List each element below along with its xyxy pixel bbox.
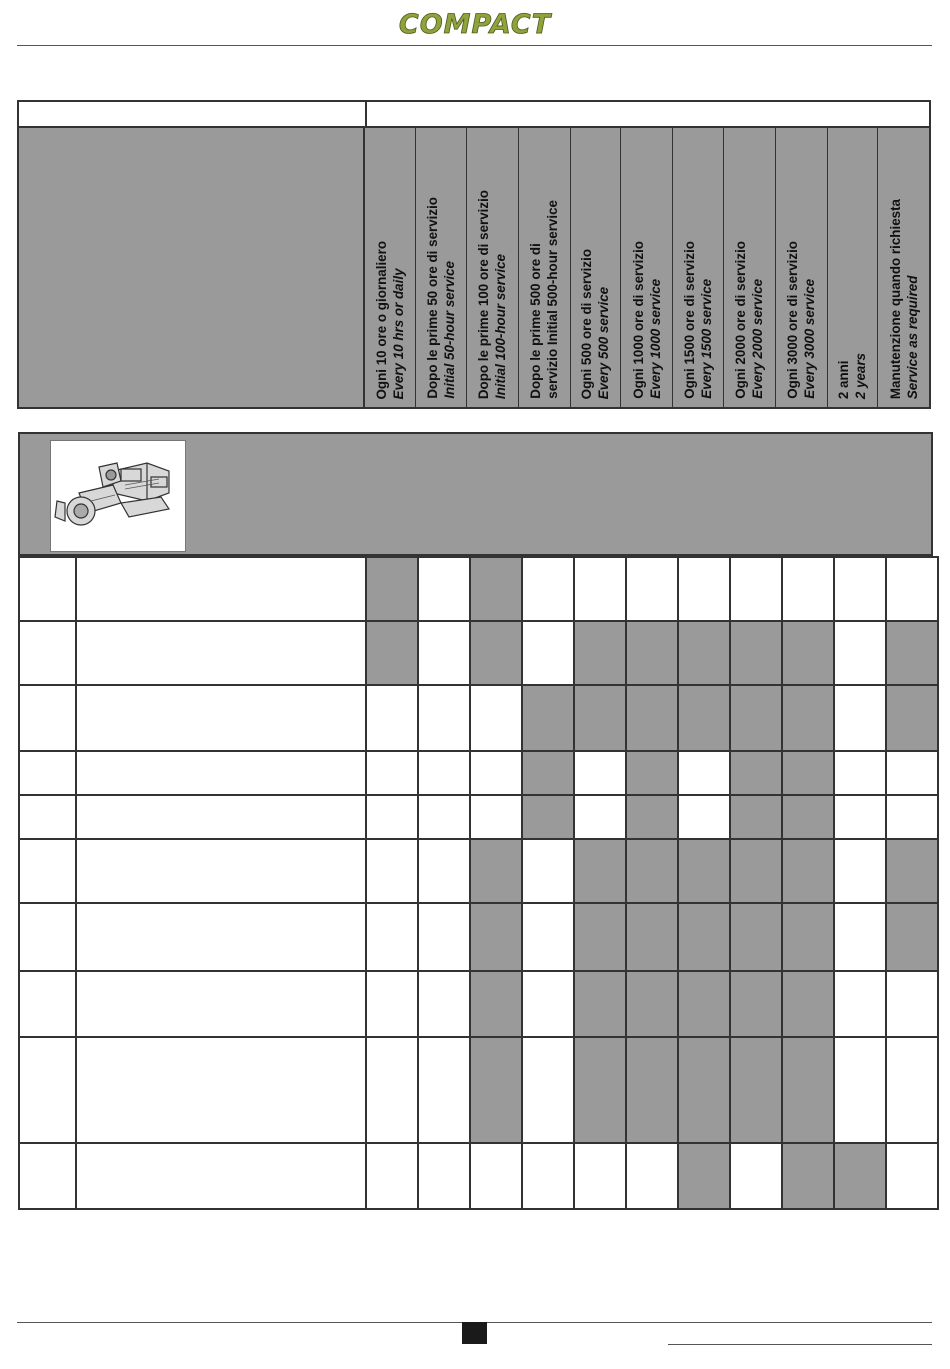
interval-label-it: Dopo le prime 100 ore di servizio [476,189,492,399]
interval-mark-cell [886,621,938,685]
interval-empty-cell [834,903,886,971]
interval-mark-cell [626,751,678,795]
interval-empty-cell [834,795,886,839]
interval-mark-cell [730,751,782,795]
header-left-cell [19,128,365,407]
table-row [19,903,938,971]
interval-mark-cell [574,971,626,1037]
interval-mark-cell [470,621,522,685]
interval-label-it: Ogni 3000 ore di servizio [785,241,801,399]
interval-mark-cell [678,621,730,685]
interval-column-8 [724,128,776,407]
interval-mark-cell [470,839,522,903]
interval-mark-cell [782,1143,834,1209]
interval-mark-cell [782,839,834,903]
interval-mark-cell [470,903,522,971]
interval-mark-cell [522,795,574,839]
interval-empty-cell [522,903,574,971]
interval-empty-cell [574,751,626,795]
interval-empty-cell [418,1143,470,1209]
interval-empty-cell [574,557,626,621]
interval-empty-cell [470,685,522,751]
page-marker [462,1322,487,1344]
interval-empty-cell [418,751,470,795]
interval-mark-cell [574,839,626,903]
interval-empty-cell [418,971,470,1037]
interval-column-7 [673,128,724,407]
interval-label-it: Ogni 2000 ore di servizio [733,241,749,399]
interval-mark-cell [678,971,730,1037]
interval-mark-cell [574,903,626,971]
interval-mark-cell [886,903,938,971]
row-description-cell [76,557,366,621]
interval-label-en: Initial 50-hour service [442,261,458,399]
interval-mark-cell [574,621,626,685]
interval-mark-cell [730,685,782,751]
row-description-cell [76,685,366,751]
interval-empty-cell [626,557,678,621]
interval-label-en: Service as required [904,275,920,399]
table-row [19,795,938,839]
interval-empty-cell [886,751,938,795]
interval-mark-cell [366,557,418,621]
interval-header [17,128,931,409]
interval-mark-cell [782,685,834,751]
interval-column-10 [828,128,879,407]
interval-column-5 [571,128,622,407]
interval-empty-cell [418,903,470,971]
interval-empty-cell [418,1037,470,1143]
interval-empty-cell [834,751,886,795]
interval-label-it: Ogni 1500 ore di servizio [682,241,698,399]
interval-empty-cell [470,751,522,795]
interval-empty-cell [522,621,574,685]
interval-empty-cell [678,795,730,839]
interval-empty-cell [678,751,730,795]
interval-mark-cell [470,971,522,1037]
interval-empty-cell [418,795,470,839]
interval-empty-cell [574,795,626,839]
interval-mark-cell [886,839,938,903]
interval-mark-cell [470,557,522,621]
header-top-row [17,100,931,128]
interval-label-en: Every 10 hrs or daily [391,267,407,399]
interval-empty-cell [418,557,470,621]
interval-mark-cell [730,903,782,971]
interval-mark-cell [522,751,574,795]
interval-empty-cell [886,557,938,621]
table-row [19,971,938,1037]
interval-mark-cell [678,1037,730,1143]
interval-mark-cell [626,1037,678,1143]
row-number-cell [19,557,76,621]
interval-empty-cell [366,685,418,751]
interval-mark-cell [730,621,782,685]
interval-label-en: Every 1000 service [647,279,663,399]
interval-label-en: Every 500 service [596,286,612,399]
interval-empty-cell [834,971,886,1037]
interval-empty-cell [366,971,418,1037]
interval-label-en: Every 2000 service [750,279,766,399]
interval-empty-cell [574,1143,626,1209]
table-row [19,839,938,903]
interval-empty-cell [730,1143,782,1209]
interval-column-6 [621,128,673,407]
interval-label-it: Manutenzione quando richiesta [887,198,903,399]
interval-mark-cell [834,1143,886,1209]
interval-mark-cell [678,839,730,903]
interval-mark-cell [626,839,678,903]
row-number-cell [19,971,76,1037]
interval-label-it: Ogni 1000 ore di servizio [630,241,646,399]
interval-mark-cell [626,971,678,1037]
interval-mark-cell [574,685,626,751]
footer-right-rule [668,1344,932,1345]
interval-mark-cell [782,903,834,971]
interval-empty-cell [626,1143,678,1209]
interval-empty-cell [834,685,886,751]
svg-text:COMPACT: COMPACT [398,9,552,40]
row-description-cell [76,1143,366,1209]
interval-empty-cell [886,1143,938,1209]
interval-empty-cell [678,557,730,621]
interval-label-en: Every 1500 service [699,279,715,399]
interval-empty-cell [834,621,886,685]
interval-empty-cell [834,557,886,621]
table-row [19,1037,938,1143]
interval-mark-cell [782,621,834,685]
interval-empty-cell [418,839,470,903]
interval-empty-cell [366,903,418,971]
interval-empty-cell [366,1143,418,1209]
interval-empty-cell [418,621,470,685]
row-description-cell [76,839,366,903]
interval-mark-cell [782,751,834,795]
table-row [19,1143,938,1209]
table-row [19,685,938,751]
interval-label-en: servizio Initial 500-hour service [545,200,561,399]
interval-mark-cell [626,795,678,839]
row-description-cell [76,1037,366,1143]
row-number-cell [19,903,76,971]
component-band [18,432,933,556]
interval-empty-cell [522,971,574,1037]
interval-mark-cell [626,685,678,751]
compact-logo [375,6,575,42]
row-description-cell [76,971,366,1037]
interval-empty-cell [366,795,418,839]
interval-mark-cell [730,971,782,1037]
row-description-cell [76,621,366,685]
header-rule [17,45,932,46]
row-number-cell [19,1037,76,1143]
interval-empty-cell [886,971,938,1037]
interval-empty-cell [522,557,574,621]
interval-mark-cell [678,685,730,751]
row-number-cell [19,1143,76,1209]
interval-mark-cell [730,839,782,903]
interval-mark-cell [782,795,834,839]
interval-column-11 [878,128,929,407]
interval-empty-cell [834,839,886,903]
interval-column-3 [467,128,519,407]
row-description-cell [76,795,366,839]
interval-empty-cell [730,557,782,621]
interval-empty-cell [522,839,574,903]
interval-label-it: Ogni 10 ore o giornaliero [374,240,390,399]
interval-column-2 [416,128,467,407]
interval-empty-cell [522,1143,574,1209]
interval-mark-cell [626,903,678,971]
interval-column-1 [365,128,416,407]
maintenance-grid [18,556,939,1210]
row-number-cell [19,685,76,751]
interval-empty-cell [522,1037,574,1143]
interval-label-en: Initial 100-hour service [493,253,509,399]
row-number-cell [19,621,76,685]
interval-mark-cell [366,621,418,685]
interval-empty-cell [470,1143,522,1209]
gearbox-assembly-icon [50,440,186,552]
interval-empty-cell [886,795,938,839]
interval-empty-cell [782,557,834,621]
interval-empty-cell [834,1037,886,1143]
table-row [19,751,938,795]
interval-mark-cell [574,1037,626,1143]
interval-empty-cell [366,751,418,795]
interval-mark-cell [730,1037,782,1143]
interval-empty-cell [418,685,470,751]
interval-empty-cell [470,795,522,839]
row-number-cell [19,839,76,903]
interval-mark-cell [678,903,730,971]
interval-column-4 [519,128,571,407]
row-number-cell [19,795,76,839]
table-row [19,557,938,621]
interval-label-it: 2 anni [836,360,852,399]
interval-mark-cell [470,1037,522,1143]
interval-mark-cell [678,1143,730,1209]
interval-column-9 [776,128,828,407]
interval-label-en: Every 3000 service [802,279,818,399]
interval-label-en: 2 years [853,352,869,399]
interval-mark-cell [730,795,782,839]
table-row [19,621,938,685]
interval-label-it: Dopo le prime 50 ore di servizio [425,197,441,399]
interval-mark-cell [522,685,574,751]
interval-mark-cell [886,685,938,751]
interval-mark-cell [782,971,834,1037]
row-description-cell [76,751,366,795]
interval-label-it: Dopo le prime 500 ore di [528,243,544,399]
interval-label-it: Ogni 500 ore di servizio [579,248,595,399]
interval-mark-cell [782,1037,834,1143]
interval-empty-cell [886,1037,938,1143]
interval-empty-cell [366,839,418,903]
interval-mark-cell [626,621,678,685]
interval-empty-cell [366,1037,418,1143]
row-description-cell [76,903,366,971]
row-number-cell [19,751,76,795]
